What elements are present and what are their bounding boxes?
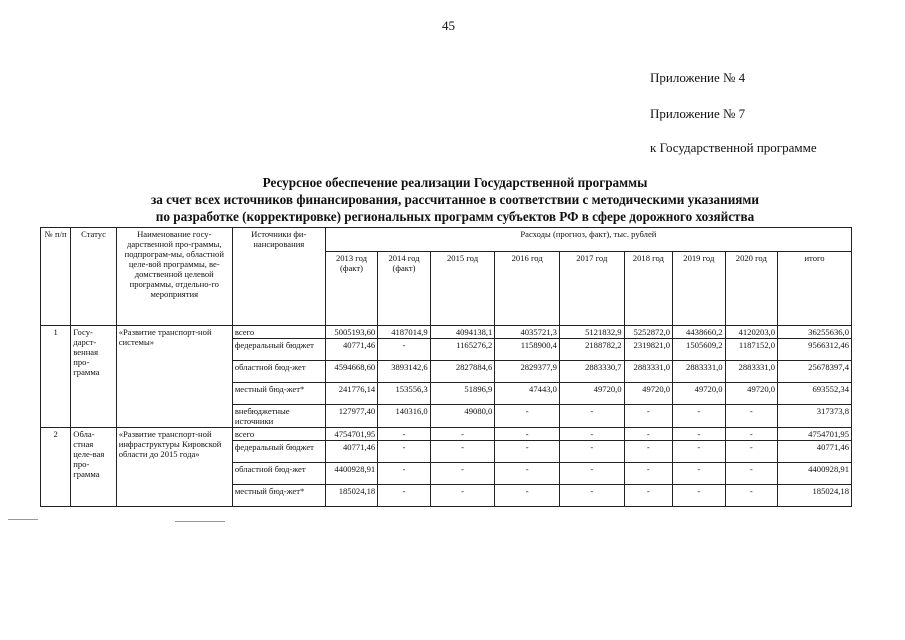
row-number: 2 — [41, 428, 71, 507]
cell-value: - — [725, 485, 778, 507]
cell-value: 2319821,0 — [624, 339, 672, 361]
row-source: внебюджетные источники — [232, 405, 325, 428]
cell-value: 140316,0 — [378, 405, 431, 428]
cell-value: 1158900,4 — [495, 339, 560, 361]
header-year: 2016 год — [495, 252, 560, 326]
cell-value: 51896,9 — [430, 383, 495, 405]
cell-value: 47443,0 — [495, 383, 560, 405]
cell-value: 1165276,2 — [430, 339, 495, 361]
cell-value: - — [559, 463, 624, 485]
cell-value: 2883331,0 — [624, 361, 672, 383]
header-total: итого — [778, 252, 852, 326]
row-source: местный бюд-жет* — [232, 383, 325, 405]
cell-value: 2829377,9 — [495, 361, 560, 383]
cell-value: 185024,18 — [325, 485, 378, 507]
margin-dash-inner — [175, 521, 225, 522]
cell-value: - — [430, 485, 495, 507]
row-source: областной бюд-жет — [232, 361, 325, 383]
cell-value: - — [559, 485, 624, 507]
header-source: Источники фи-нансирования — [232, 228, 325, 326]
table-body — [41, 326, 852, 507]
cell-value: - — [430, 463, 495, 485]
cell-value: 2883331,0 — [673, 361, 726, 383]
page-number: 45 — [442, 18, 455, 33]
cell-value: - — [495, 405, 560, 428]
row-program-name: «Развитие транспорт-ной инфраструктуры Кировской области до 2015 года» — [116, 428, 232, 507]
appendix-line-2: Приложение № 7 — [650, 106, 746, 121]
cell-value: - — [673, 485, 726, 507]
cell-value: 49720,0 — [559, 383, 624, 405]
title-line-3: по разработке (корректировке) региональных программ субъектов РФ в сфере дорожного хозяйства — [155, 209, 755, 224]
cell-value: - — [430, 428, 495, 441]
title-line-1: Ресурсное обеспечение реализации Государственной программы — [262, 175, 648, 190]
cell-value: 4400928,91 — [325, 463, 378, 485]
cell-value: - — [378, 441, 431, 463]
cell-value: - — [725, 428, 778, 441]
cell-value: 241776,14 — [325, 383, 378, 405]
row-source: местный бюд-жет* — [232, 485, 325, 507]
cell-value: 2188782,2 — [559, 339, 624, 361]
cell-total: 317373,8 — [778, 405, 852, 428]
cell-value: - — [378, 339, 431, 361]
cell-value: - — [624, 441, 672, 463]
row-source: всего — [232, 428, 325, 441]
cell-value: 4594668,60 — [325, 361, 378, 383]
cell-value: - — [559, 441, 624, 463]
cell-total: 36255636,0 — [778, 326, 852, 339]
row-source: федеральный бюджет — [232, 441, 325, 463]
header-num: № п/п — [41, 228, 71, 326]
cell-value: - — [673, 405, 726, 428]
cell-value: - — [725, 441, 778, 463]
cell-value: 2883330,7 — [559, 361, 624, 383]
cell-value: 4187014,9 — [378, 326, 431, 339]
cell-value: - — [725, 463, 778, 485]
cell-value: - — [378, 428, 431, 441]
title-line-2: за счет всех источников финансирования, рассчитанное в соответствии с методическими указаниями — [150, 192, 760, 207]
cell-value: 2827884,6 — [430, 361, 495, 383]
cell-value: 153556,3 — [378, 383, 431, 405]
cell-value: - — [495, 485, 560, 507]
row-source: федеральный бюджет — [232, 339, 325, 361]
appendix-line-3: к Государственной программе — [650, 140, 817, 155]
header-year: 2015 год — [430, 252, 495, 326]
cell-value: 49720,0 — [725, 383, 778, 405]
cell-value: - — [624, 463, 672, 485]
margin-dash-left — [8, 519, 38, 520]
cell-value: 5121832,9 — [559, 326, 624, 339]
cell-value: - — [495, 441, 560, 463]
cell-value: - — [495, 428, 560, 441]
cell-total: 4400928,91 — [778, 463, 852, 485]
cell-value: 49080,0 — [430, 405, 495, 428]
cell-value: 4438660,2 — [673, 326, 726, 339]
header-year: 2013 год (факт) — [325, 252, 378, 326]
header-expenses: Расходы (прогноз, факт), тыс. рублей — [325, 228, 851, 252]
cell-value: 127977,40 — [325, 405, 378, 428]
cell-value: 5005193,60 — [325, 326, 378, 339]
document-title — [60, 174, 850, 225]
row-status: Обла-стная целе-вая про-грамма — [71, 428, 116, 507]
row-source: всего — [232, 326, 325, 339]
cell-value: - — [673, 428, 726, 441]
row-status: Госу-дарст-венная про-грамма — [71, 326, 116, 428]
cell-value: - — [624, 405, 672, 428]
header-year: 2019 год — [673, 252, 726, 326]
row-program-name: «Развитие транспорт-ной системы» — [116, 326, 232, 428]
header-year: 2018 год — [624, 252, 672, 326]
cell-value: - — [624, 428, 672, 441]
cell-value: 4035721,3 — [495, 326, 560, 339]
header-status: Статус — [71, 228, 116, 326]
cell-total: 25678397,4 — [778, 361, 852, 383]
cell-value: 49720,0 — [673, 383, 726, 405]
table-row — [41, 326, 852, 339]
cell-value: 1505609,2 — [673, 339, 726, 361]
cell-value: - — [559, 428, 624, 441]
header-year: 2017 год — [559, 252, 624, 326]
resource-table — [40, 227, 852, 507]
cell-value: 49720,0 — [624, 383, 672, 405]
cell-value: 40771,46 — [325, 339, 378, 361]
cell-total: 693552,34 — [778, 383, 852, 405]
cell-value: - — [725, 405, 778, 428]
cell-value: 5252872,0 — [624, 326, 672, 339]
appendix-line-1: Приложение № 4 — [650, 70, 746, 85]
cell-value: - — [378, 485, 431, 507]
cell-value: 2883331,0 — [725, 361, 778, 383]
cell-total: 185024,18 — [778, 485, 852, 507]
header-year: 2014 год (факт) — [378, 252, 431, 326]
cell-value: 4120203,0 — [725, 326, 778, 339]
header-year: 2020 год — [725, 252, 778, 326]
cell-value: - — [673, 441, 726, 463]
cell-value: - — [673, 463, 726, 485]
cell-total: 40771,46 — [778, 441, 852, 463]
cell-value: - — [559, 405, 624, 428]
table-row — [41, 428, 852, 441]
header-name: Наименование госу-дарственной про-граммы, подпрограм-мы, областной целе-вой программы, ве-домственной целевой программы, отдельно-го мероприятия — [116, 228, 232, 326]
cell-value: 4094138,1 — [430, 326, 495, 339]
row-number: 1 — [41, 326, 71, 428]
cell-value: - — [430, 441, 495, 463]
cell-value: 40771,46 — [325, 441, 378, 463]
cell-value: - — [495, 463, 560, 485]
cell-value: - — [378, 463, 431, 485]
cell-value: 4754701,95 — [325, 428, 378, 441]
row-source: областной бюд-жет — [232, 463, 325, 485]
cell-value: 3893142,6 — [378, 361, 431, 383]
cell-total: 4754701,95 — [778, 428, 852, 441]
cell-value: 1187152,0 — [725, 339, 778, 361]
cell-value: - — [624, 485, 672, 507]
cell-total: 9566312,46 — [778, 339, 852, 361]
